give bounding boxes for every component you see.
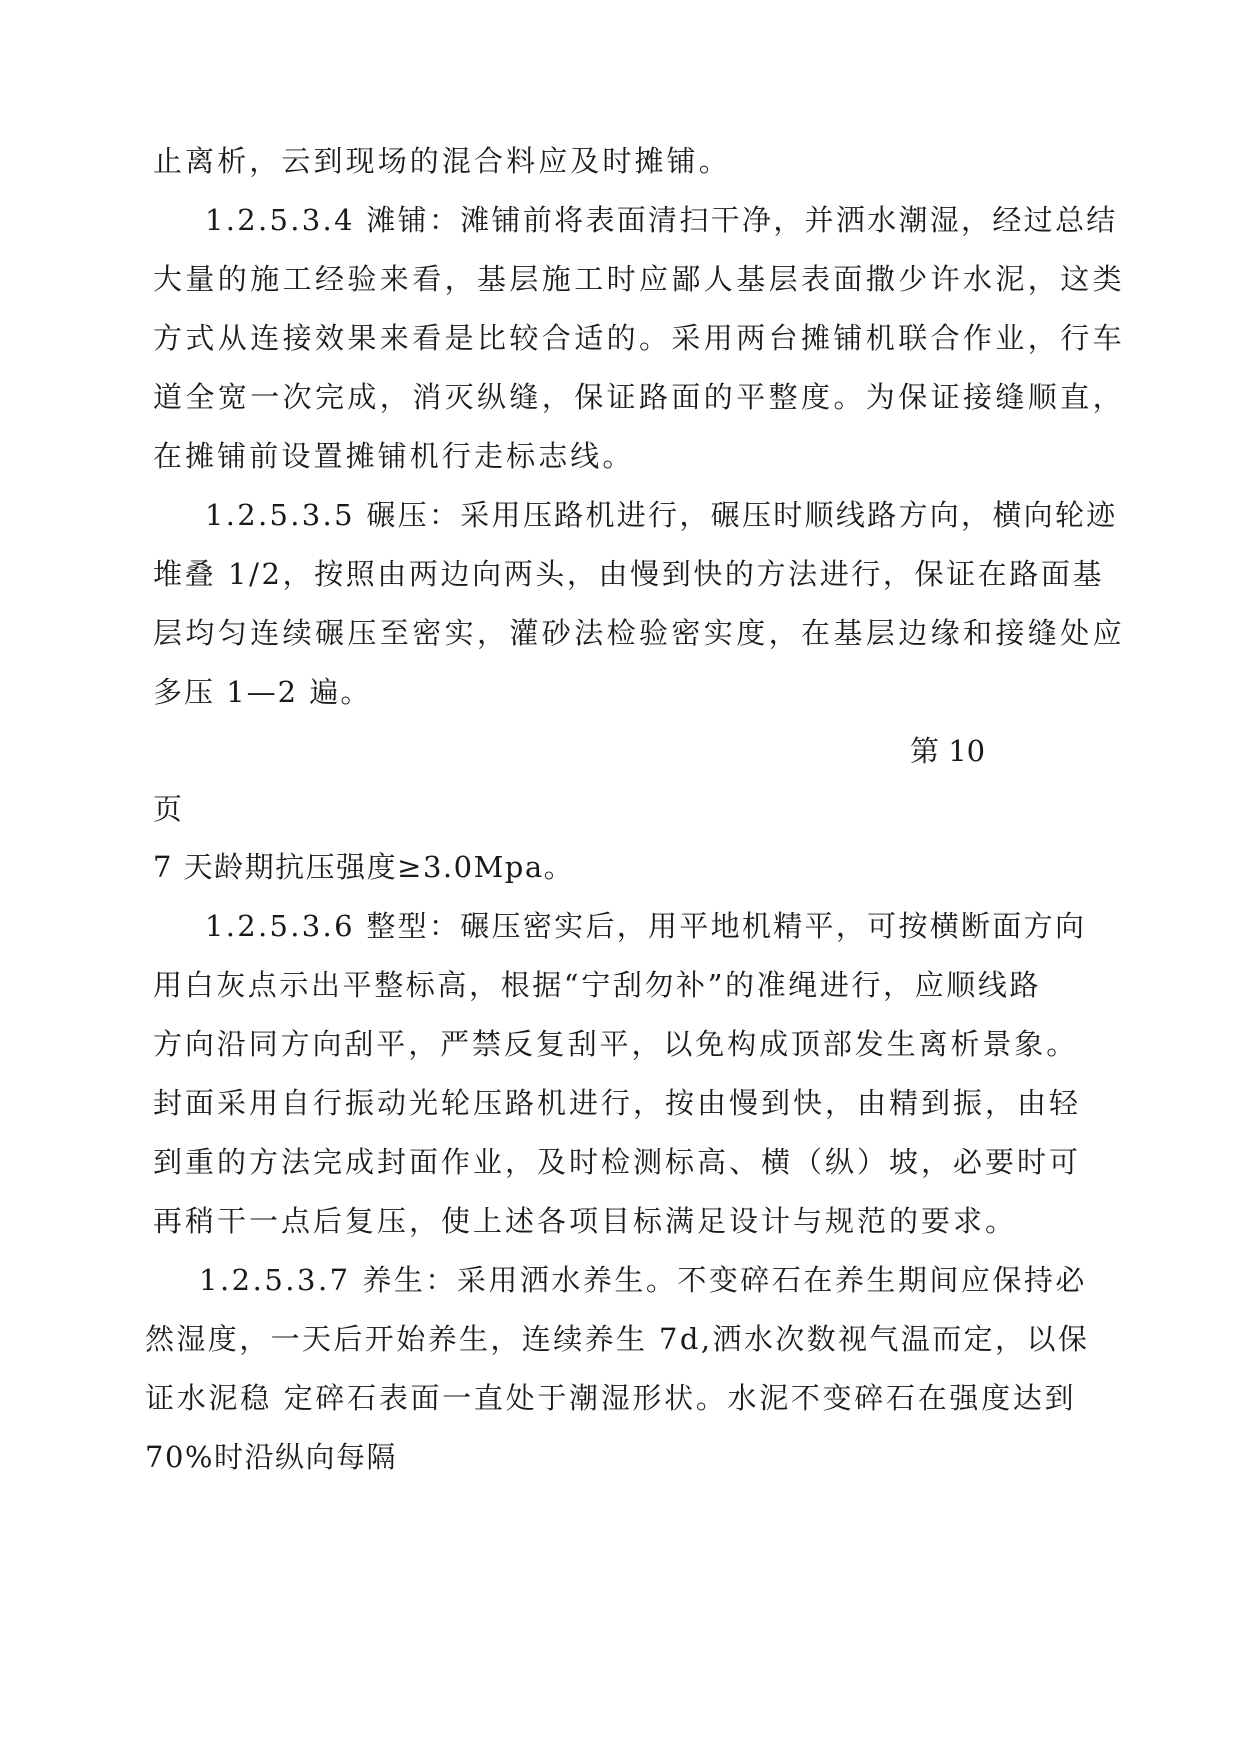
text-line: 堆叠 1/2，按照由两边向两头，由慢到快的方法进行，保证在路面基 (153, 557, 1105, 591)
text-line: 在摊铺前设置摊铺机行走标志线。 (153, 439, 635, 473)
text-line: 止离析，云到现场的混合料应及时摊铺。 (153, 144, 731, 178)
text-line: 方式从连接效果来看是比较合适的。采用两台摊铺机联合作业，行车 (153, 321, 1126, 355)
text-line: 7 天龄期抗压强度≥3.0Mpa。 (153, 850, 575, 884)
page-number: 第 10 (910, 734, 986, 768)
text-line: 封面采用自行振动光轮压路机进行，按由慢到快，由精到振，由轻 (153, 1086, 1082, 1120)
text-line: 用白灰点示出平整标高，根据“宁刮勿补”的准绳进行，应顺线路 (153, 968, 1042, 1002)
text-line: 到重的方法完成封面作业，及时检测标高、横（纵）坡，必要时可 (153, 1145, 1082, 1179)
text-line: 然湿度，一天后开始养生，连续养生 7d,洒水次数视气温而定，以保 (145, 1322, 1090, 1356)
text-line: 再稍干一点后复压，使上述各项目标满足设计与规范的要求。 (153, 1204, 1018, 1238)
text-line: 证水泥稳 定碎石表面一直处于潮湿形状。水泥不变碎石在强度达到 (145, 1381, 1077, 1415)
text-line: 方向沿同方向刮平，严禁反复刮平，以免构成顶部发生离析景象。 (153, 1027, 1079, 1061)
text-line: 大量的施工经验来看，基层施工时应鄙人基层表面撒少许水泥，这类 (153, 262, 1126, 296)
text-line: 1.2.5.3.7 养生：采用洒水养生。不变碎石在养生期间应保持必 (199, 1263, 1087, 1297)
text-line: 1.2.5.3.4 滩铺：滩铺前将表面清扫干净，并洒水潮湿，经过总结 (205, 203, 1118, 237)
text-line: 页 (153, 792, 183, 826)
text-line: 70%时沿纵向每隔 (145, 1440, 397, 1474)
text-line: 1.2.5.3.5 碾压：采用压路机进行，碾压时顺线路方向，横向轮迹 (205, 498, 1118, 532)
text-line: 多压 1—2 遍。 (153, 675, 372, 709)
text-line: 层均匀连续碾压至密实，灌砂法检验密实度，在基层边缘和接缝处应 (153, 616, 1126, 650)
text-line: 1.2.5.3.6 整型：碾压密实后，用平地机精平，可按横断面方向 (205, 909, 1087, 943)
text-line: 道全宽一次完成，消灭纵缝，保证路面的平整度。为保证接缝顺直， (153, 380, 1126, 414)
